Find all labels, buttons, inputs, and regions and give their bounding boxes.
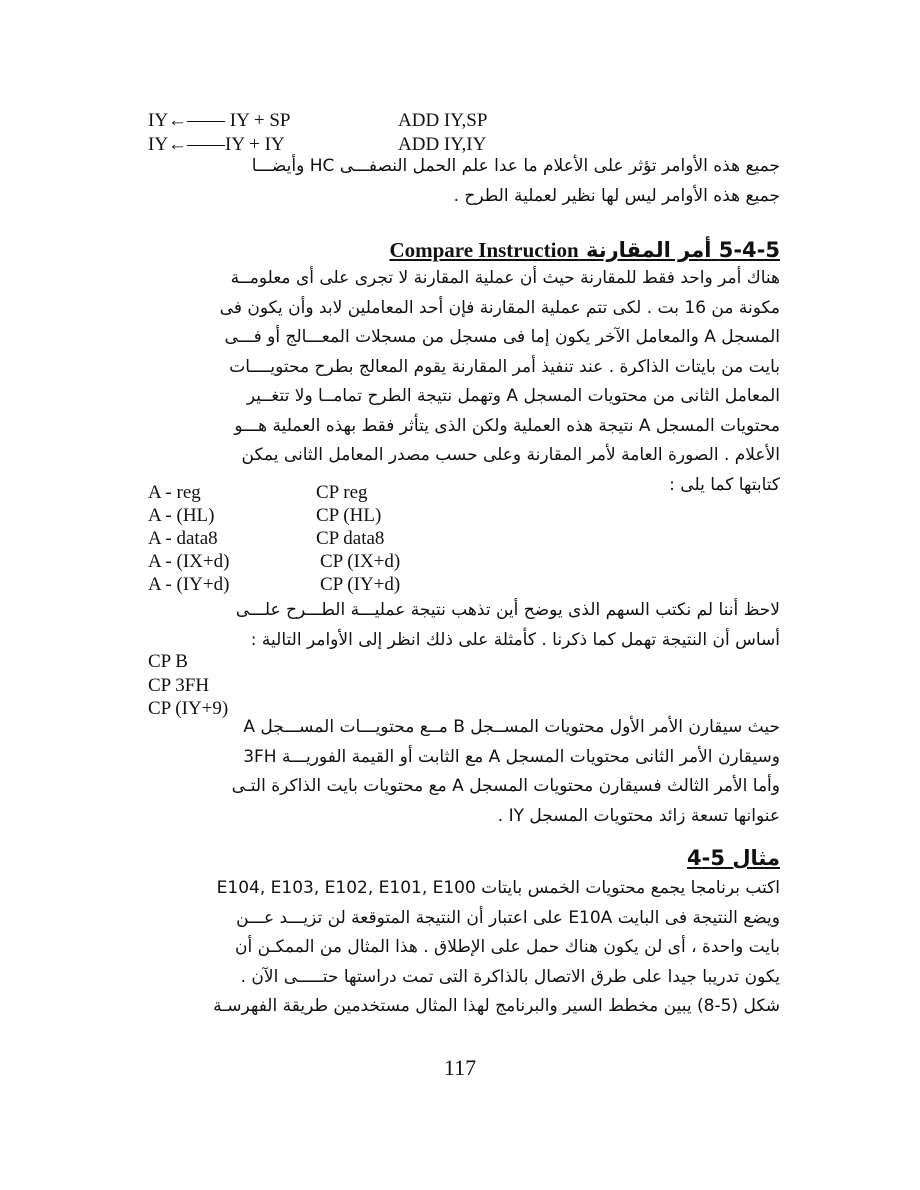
text-line: جميع هذه الأوامر ليس لها نظير لعملية الطرح . xyxy=(453,185,780,206)
text-line: مكونة من 16 بت . لكى تتم عملية المقارنة فإن أحد المعاملين لابد وأن يكون فى xyxy=(219,297,780,318)
register-transfer: IY←—— IY + SP xyxy=(148,110,291,131)
paragraph-flags-note xyxy=(142,152,780,211)
operation: A - reg xyxy=(148,482,201,503)
example-number: 5-4 xyxy=(687,846,725,870)
instruction: CP (IY+d) xyxy=(320,574,401,595)
operation: A - (IX+d) xyxy=(148,551,230,572)
text-line: جميع هذه الأوامر تؤثر على الأعلام ما عدا علم الحمل النصفـــى HC وأيضـــا xyxy=(251,156,780,176)
text-line: يكون تدريبا جيدا على طرق الاتصال بالذاكرة التى تمت دراستها حتـــــى الآن . xyxy=(240,966,780,987)
instruction: ADD IY,SP xyxy=(398,110,488,131)
operation: A - data8 xyxy=(148,528,218,549)
paragraph-examples-explanation xyxy=(142,713,780,831)
paragraph-note-arrow xyxy=(142,596,780,655)
page-number: 117 xyxy=(443,1055,477,1080)
text-line: لاحظ أننا لم نكتب السهم الذى يوضح أين تذهب نتيجة عمليـــة الطـــرح علـــى xyxy=(235,600,780,620)
text-line: ويضع النتيجة فى البايت E10A على اعتبار أن النتيجة المتوقعة لن تزيـــد عـــن xyxy=(236,907,780,928)
paragraph-example-task xyxy=(142,874,780,1022)
text-line: الأعلام . الصورة العامة لأمر المقارنة وعلى حسب مصدر المعامل الثانى يمكن xyxy=(241,445,780,465)
instruction: CP (HL) xyxy=(316,505,382,526)
text-line: المسجل A والمعامل الآخر يكون إما فى مسجل من مسجلات المعـــالج أو فـــى xyxy=(224,327,780,347)
text-line: أساس أن النتيجة تهمل كما ذكرنا . كأمثلة على ذلك انظر إلى الأوامر التالية : xyxy=(250,629,780,650)
text-line: شكل (5-8) يبين مخطط السير والبرنامج لهذا المثال مستخدمين طريقة الفهرسـة xyxy=(213,996,780,1016)
text-line: وسيقارن الأمر الثانى محتويات المسجل A مع الثابت أو القيمة الفوريـــة 3FH xyxy=(243,746,780,767)
text-line: حيث سيقارن الأمر الأول محتويات المســجل B مــع محتويـــات المســـجل A xyxy=(243,717,780,737)
example-instruction: CP (IY+9) xyxy=(148,698,229,719)
example-label: مثال xyxy=(732,846,780,870)
example-heading xyxy=(687,846,780,870)
register-transfer: IY←——IY + IY xyxy=(148,134,285,155)
text-line: بايت واحدة ، أى لن يكون هناك حمل على الإطلاق . هذا المثال من الممكـن أن xyxy=(235,937,780,957)
example-instruction: CP 3FH xyxy=(148,675,210,696)
operation: A - (IY+d) xyxy=(148,574,230,595)
operation: A - (HL) xyxy=(148,505,215,526)
section-title-arabic: أمر المقارنة xyxy=(585,238,712,262)
section-title-english: Compare Instruction xyxy=(389,238,579,262)
instruction: CP (IX+d) xyxy=(320,551,401,572)
text-line: هناك أمر واحد فقط للمقارنة حيث أن عملية المقارنة لا تجرى على أى معلومــة xyxy=(230,268,780,288)
text-line: عنوانها تسعة زائد محتويات المسجل IY . xyxy=(497,805,780,826)
section-number: 5-4-5 xyxy=(718,238,780,262)
instruction: CP reg xyxy=(316,482,368,503)
instruction: ADD IY,IY xyxy=(398,134,487,155)
text-line: المعامل الثانى من محتويات المسجل A وتهمل نتيجة الطرح تمامــا ولا تتغــير xyxy=(246,386,780,406)
text-line: كتابتها كما يلى : xyxy=(669,474,780,495)
text-line: اكتب برنامجا يجمع محتويات الخمس بايتات E104, E103, E102, E101, E100 xyxy=(216,878,780,898)
section-heading xyxy=(389,238,780,263)
instruction: CP data8 xyxy=(316,528,385,549)
text-line: بايت من بايتات الذاكرة . عند تنفيذ أمر المقارنة يقوم المعالج بطرح محتويــــات xyxy=(229,356,780,377)
example-instruction: CP B xyxy=(148,651,188,672)
paragraph-compare-description xyxy=(142,264,780,500)
text-line: وأما الأمر الثالث فسيقارن محتويات المسجل A مع محتويات بايت الذاكرة التـى xyxy=(231,776,780,796)
text-line: محتويات المسجل A نتيجة هذه العملية ولكن الذى يتأثر فقط بهذه العملية هـــو xyxy=(234,415,780,436)
